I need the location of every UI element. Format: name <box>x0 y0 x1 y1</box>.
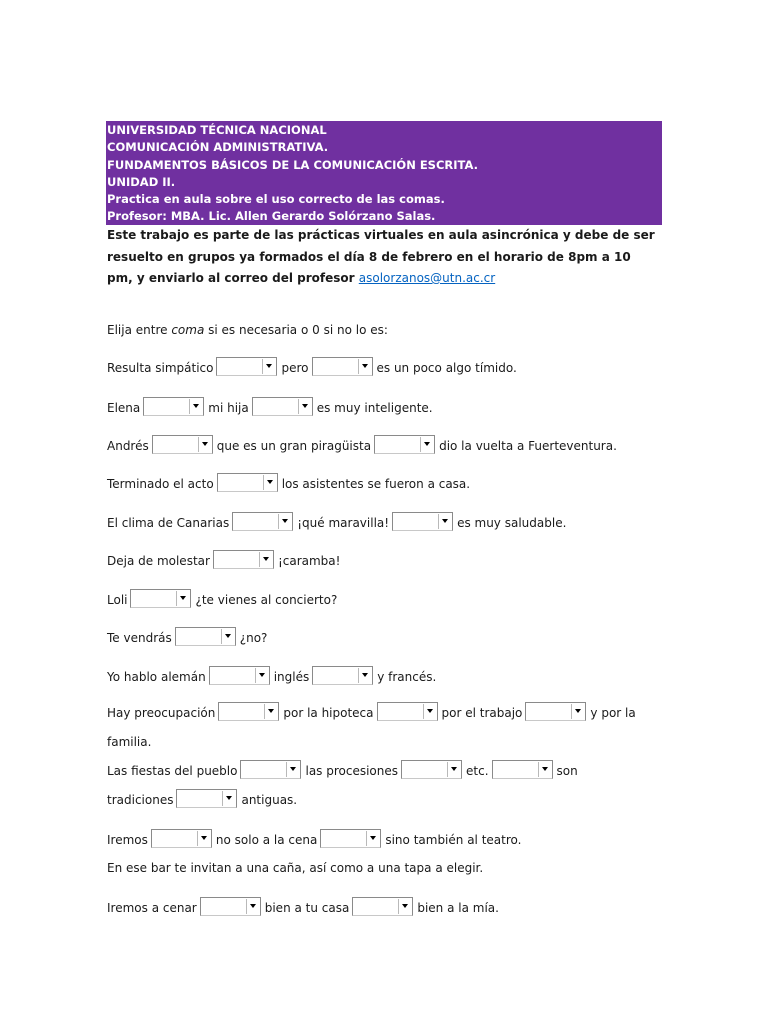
comma-dropdown[interactable] <box>175 627 236 646</box>
exercise-text: ¡caramba! <box>277 554 341 568</box>
document-header <box>106 121 662 225</box>
exercise-1 <box>107 357 647 378</box>
exercise-text: son tradiciones <box>107 764 578 807</box>
chevron-down-icon <box>571 704 584 719</box>
chevron-down-icon <box>259 552 272 567</box>
exercise-text: Elena <box>107 401 141 415</box>
chevron-down-icon <box>246 899 259 914</box>
exercise-text: etc. <box>466 764 489 778</box>
comma-dropdown[interactable] <box>374 435 435 454</box>
chevron-down-icon <box>298 399 311 414</box>
exercise-text: y por la familia. <box>107 706 636 749</box>
chevron-down-icon <box>189 399 202 414</box>
chevron-down-icon <box>198 437 211 452</box>
header-course: COMUNICACIÓN ADMINISTRATIVA. <box>107 140 329 155</box>
chevron-down-icon <box>538 762 551 777</box>
chevron-down-icon <box>197 831 210 846</box>
exercise-text: los asistentes se fueron a casa. <box>281 477 471 491</box>
exercise-text: Iremos a cenar <box>107 901 197 915</box>
comma-dropdown[interactable] <box>320 829 381 848</box>
chevron-down-icon <box>438 514 451 529</box>
exercise-14 <box>107 897 647 918</box>
comma-dropdown[interactable] <box>151 829 212 848</box>
comma-dropdown[interactable] <box>377 702 438 721</box>
exercise-text: ¡qué maravilla! <box>297 516 390 530</box>
exercise-text: En ese bar te invitan a una caña, así como a una tapa a elegir. <box>107 861 484 875</box>
exercise-3 <box>107 435 647 456</box>
header-university: UNIVERSIDAD TÉCNICA NACIONAL <box>107 123 327 137</box>
chevron-down-icon <box>447 762 460 777</box>
exercise-text: dio la vuelta a Fuerteventura. <box>439 439 617 453</box>
exercise-text: que es un gran piragüista <box>216 439 372 453</box>
exercise-text: sino también al teatro. <box>385 833 522 847</box>
comma-dropdown[interactable] <box>217 473 278 492</box>
chevron-down-icon <box>423 704 436 719</box>
comma-dropdown[interactable] <box>352 897 413 916</box>
comma-dropdown[interactable] <box>143 397 204 416</box>
comma-dropdown[interactable] <box>492 760 553 779</box>
intro-paragraph <box>107 225 655 290</box>
chevron-down-icon <box>263 475 276 490</box>
chevron-down-icon <box>221 629 234 644</box>
header-professor: Profesor: MBA. Lic. Allen Gerardo Solórzano Salas. <box>107 209 436 224</box>
instruction-before: Elija entre <box>107 323 172 337</box>
exercise-text: Loli <box>107 593 128 607</box>
chevron-down-icon <box>222 791 235 806</box>
exercise-text: bien a la mía. <box>417 901 499 915</box>
header-practice: Practica en aula sobre el uso correcto de las comas. <box>107 192 445 207</box>
comma-dropdown[interactable] <box>401 760 462 779</box>
exercise-text: ¿no? <box>239 631 268 645</box>
header-unit: UNIDAD II. <box>107 174 176 189</box>
comma-dropdown[interactable] <box>200 897 261 916</box>
comma-dropdown[interactable] <box>176 789 237 808</box>
exercise-text: antiguas. <box>241 793 298 807</box>
exercise-12 <box>107 829 647 850</box>
exercise-5 <box>107 512 647 533</box>
exercise-4 <box>107 473 647 494</box>
exercise-text: mi hija <box>208 401 249 415</box>
exercise-text: Andrés <box>107 439 149 453</box>
chevron-down-icon <box>286 762 299 777</box>
comma-dropdown[interactable] <box>209 666 270 685</box>
exercise-text: es muy inteligente. <box>316 401 433 415</box>
exercise-text: Te vendrás <box>107 631 172 645</box>
comma-dropdown[interactable] <box>392 512 453 531</box>
chevron-down-icon <box>366 831 379 846</box>
exercise-text: no solo a la cena <box>215 833 318 847</box>
chevron-down-icon <box>420 437 433 452</box>
exercise-text: Hay preocupación <box>107 706 216 720</box>
comma-dropdown[interactable] <box>312 357 373 376</box>
exercise-text: bien a tu casa <box>264 901 350 915</box>
intro-text: Este trabajo es parte de las prácticas virtuales en aula asincrónica y debe de ser resuelto en grupos ya formados el día 8 de febrero en el horario de 8pm a 10 pm, y enviarlo al correo del profesor <box>107 228 655 285</box>
exercise-text: es muy saludable. <box>457 516 567 530</box>
chevron-down-icon <box>358 359 371 374</box>
comma-dropdown[interactable] <box>216 357 277 376</box>
exercise-text: inglés <box>273 670 310 684</box>
exercise-text: Las fiestas del pueblo <box>107 764 238 778</box>
exercise-11 <box>107 757 647 815</box>
exercise-text: ¿te vienes al concierto? <box>195 593 338 607</box>
chevron-down-icon <box>358 668 371 683</box>
exercise-text: y francés. <box>377 670 437 684</box>
professor-email-link[interactable]: asolorzanos@utn.ac.cr <box>358 271 496 285</box>
instruction-after: si es necesaria o 0 si no lo es: <box>204 323 388 337</box>
exercise-text: Deja de molestar <box>107 554 210 568</box>
exercise-text: Terminado el acto <box>107 477 214 491</box>
comma-dropdown[interactable] <box>218 702 279 721</box>
exercise-text: las procesiones <box>305 764 399 778</box>
chevron-down-icon <box>262 359 275 374</box>
instruction-text <box>107 320 647 340</box>
exercise-text: es un poco algo tímido. <box>376 361 517 375</box>
chevron-down-icon <box>398 899 411 914</box>
exercise-6 <box>107 550 647 571</box>
chevron-down-icon <box>278 514 291 529</box>
comma-dropdown[interactable] <box>252 397 313 416</box>
comma-dropdown[interactable] <box>213 550 274 569</box>
exercise-text: El clima de Canarias <box>107 516 230 530</box>
exercise-text: por la hipoteca <box>283 706 374 720</box>
chevron-down-icon <box>264 704 277 719</box>
comma-dropdown[interactable] <box>130 589 191 608</box>
chevron-down-icon <box>176 591 189 606</box>
comma-dropdown[interactable] <box>240 760 301 779</box>
exercise-text: Resulta simpático <box>107 361 214 375</box>
exercise-10 <box>107 699 647 757</box>
header-topic: FUNDAMENTOS BÁSICOS DE LA COMUNICACIÓN ESCRITA. <box>107 157 478 172</box>
exercise-13 <box>107 858 647 878</box>
exercise-text: por el trabajo <box>441 706 523 720</box>
exercise-2 <box>107 397 647 418</box>
exercise-9 <box>107 666 647 687</box>
exercise-text: pero <box>281 361 309 375</box>
exercise-text: Yo hablo alemán <box>107 670 206 684</box>
instruction-emphasis: coma <box>171 323 205 337</box>
exercise-text: Iremos <box>107 833 148 847</box>
comma-dropdown[interactable] <box>525 702 586 721</box>
exercise-8 <box>107 627 647 648</box>
comma-dropdown[interactable] <box>312 666 373 685</box>
comma-dropdown[interactable] <box>232 512 293 531</box>
exercise-7 <box>107 589 647 610</box>
comma-dropdown[interactable] <box>152 435 213 454</box>
chevron-down-icon <box>255 668 268 683</box>
